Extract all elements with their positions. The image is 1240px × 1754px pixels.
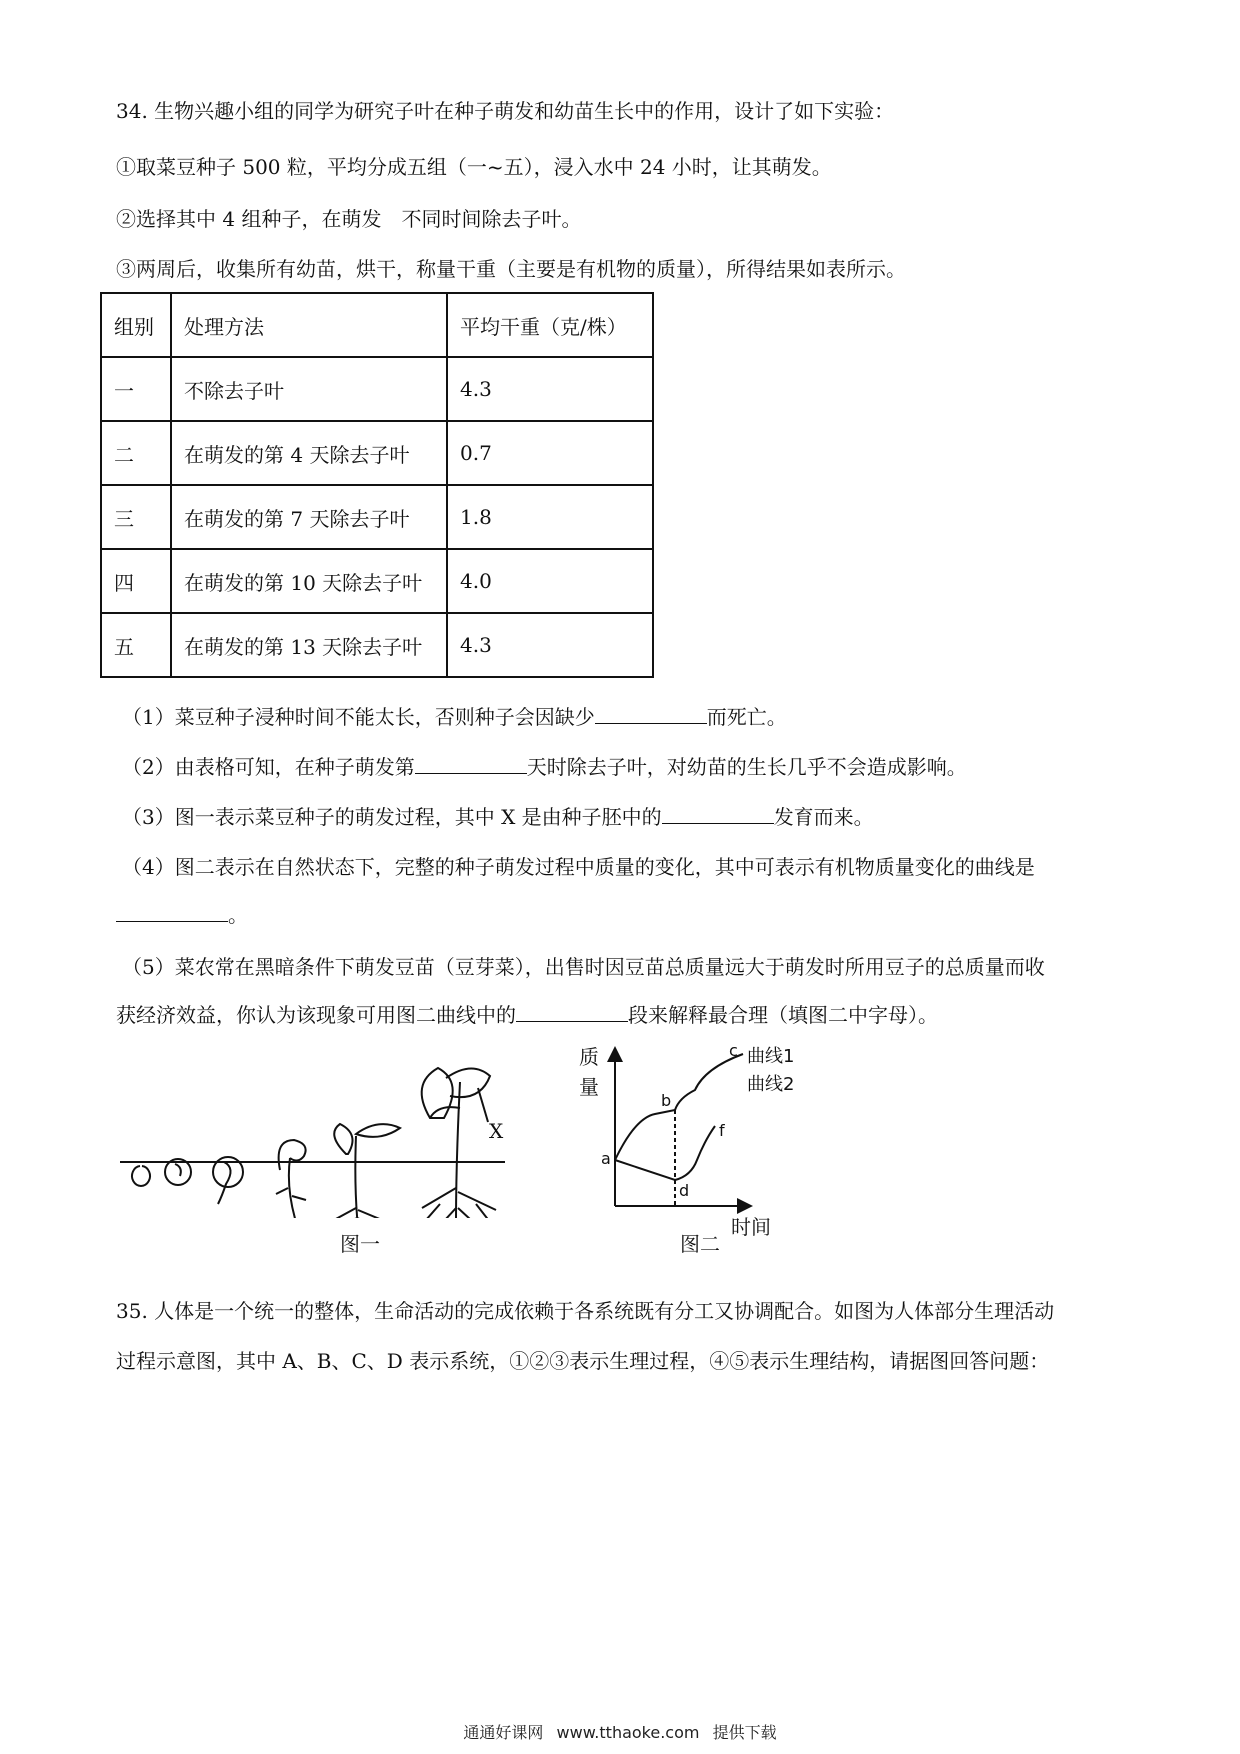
- sub3-text: （3）图一表示菜豆种子的萌发过程，其中 X 是由种子胚中的: [122, 805, 662, 829]
- q34-sub4: （4）图二表示在自然状态下，完整的种子萌发过程中质量的变化，其中可表示有机物质量变化的曲线是: [122, 855, 1035, 879]
- table-cell: 4.0: [447, 549, 653, 613]
- table-cell: 4.3: [447, 613, 653, 677]
- curve-1-line: [615, 1054, 743, 1160]
- q34-step2: ②选择其中 4 组种子，在萌发 不同时间除去子叶。: [116, 207, 582, 231]
- q34-sub5: （5）菜农常在黑暗条件下萌发豆苗（豆芽菜），出售时因豆苗总质量远大于萌发时所用豆子的总质量而收: [122, 955, 1045, 979]
- point-b: b: [661, 1091, 672, 1110]
- table-header-cell: 处理方法: [171, 293, 447, 357]
- q34-step1: ①取菜豆种子 500 粒，平均分成五组（一~五），浸入水中 24 小时，让其萌发。: [116, 155, 832, 179]
- seed-stage-1: [132, 1166, 150, 1186]
- curve-2-label: 曲线2: [747, 1074, 795, 1095]
- table-cell: 三: [101, 485, 171, 549]
- q34-step3: ③两周后，收集所有幼苗，烘干，称量干重（主要是有机物的质量），所得结果如表所示。: [116, 257, 906, 281]
- answer-blank-5[interactable]: [516, 1001, 628, 1022]
- sub1-text: （1）菜豆种子浸种时间不能太长，否则种子会因缺少: [122, 705, 595, 729]
- table-cell: 不除去子叶: [171, 357, 447, 421]
- sub4-text-end: 。: [228, 903, 248, 927]
- q35-line2: 过程示意图，其中 A、B、C、D 表示系统，①②③表示生理过程，④⑤表示生理结构，请据图回答问题：: [116, 1349, 1050, 1373]
- table-cell: 四: [101, 549, 171, 613]
- table-row: [101, 485, 653, 549]
- q34-sub2: [122, 752, 967, 782]
- pointer-x: [478, 1088, 488, 1122]
- seedling-stage-5: [334, 1124, 352, 1154]
- point-a: a: [601, 1149, 611, 1168]
- sub5-text-end: 段来解释最合理（填图二中字母）。: [628, 1003, 938, 1027]
- answer-blank-4[interactable]: [116, 901, 228, 922]
- label-x: X: [489, 1119, 504, 1143]
- table-cell: 一: [101, 357, 171, 421]
- table-row: [101, 549, 653, 613]
- footer-url[interactable]: www.tthaoke.com: [556, 1723, 700, 1742]
- table-cell: 在萌发的第 13 天除去子叶: [171, 613, 447, 677]
- x-label: 时间: [731, 1215, 771, 1239]
- page-footer: [0, 1720, 1240, 1743]
- table-cell: 4.3: [447, 357, 653, 421]
- y-label-2: 量: [579, 1075, 599, 1099]
- point-f: f: [719, 1121, 725, 1140]
- q34-sub5-cont: [116, 1000, 938, 1030]
- answer-blank-2[interactable]: [415, 753, 527, 774]
- y-label-1: 质: [579, 1045, 599, 1069]
- figure-1-caption: 图一: [340, 1232, 380, 1256]
- sub1-text-end: 而死亡。: [706, 705, 787, 729]
- table-header-cell: 平均干重（克/株）: [447, 293, 653, 357]
- q34-title: 34. 生物兴趣小组的同学为研究子叶在种子萌发和幼苗生长中的作用，设计了如下实验：: [116, 99, 895, 123]
- q34-sub3: [122, 802, 874, 832]
- curve-1-label: 曲线1: [747, 1046, 795, 1067]
- table-cell: 0.7: [447, 421, 653, 485]
- table-row: [101, 357, 653, 421]
- table-cell: 在萌发的第 10 天除去子叶: [171, 549, 447, 613]
- table-cell: 在萌发的第 4 天除去子叶: [171, 421, 447, 485]
- q35-line1: 35. 人体是一个统一的整体，生命活动的完成依赖于各系统既有分工又协调配合。如图为人体部分生理活动: [116, 1299, 1055, 1323]
- table-cell: 五: [101, 613, 171, 677]
- table-cell: 在萌发的第 7 天除去子叶: [171, 485, 447, 549]
- figure-2-mass-curves: [575, 1040, 825, 1240]
- answer-blank-1[interactable]: [595, 703, 707, 724]
- sub5-text: 获经济效益，你认为该现象可用图二曲线中的: [116, 1003, 516, 1027]
- sub2-text: （2）由表格可知，在种子萌发第: [122, 755, 415, 779]
- table-header-row: [101, 293, 653, 357]
- table-cell: 二: [101, 421, 171, 485]
- point-c: c: [729, 1041, 738, 1060]
- sub2-text-end: 天时除去子叶，对幼苗的生长几乎不会造成影响。: [526, 755, 967, 779]
- footer-note: 提供下载: [712, 1723, 777, 1742]
- q34-sub4-cont: [116, 900, 248, 930]
- point-d: d: [679, 1181, 690, 1200]
- figure-2-caption: 图二: [680, 1232, 720, 1256]
- answer-blank-3[interactable]: [662, 803, 774, 824]
- footer-site-name: 通通好课网: [463, 1723, 544, 1742]
- seedling-stage-4: [279, 1140, 306, 1170]
- table-header-cell: 组别: [101, 293, 171, 357]
- results-table: [100, 292, 654, 678]
- table-cell: 1.8: [447, 485, 653, 549]
- figure-1-germination: [120, 1058, 580, 1218]
- table-row: [101, 421, 653, 485]
- table-row: [101, 613, 653, 677]
- sub3-text-end: 发育而来。: [773, 805, 874, 829]
- q34-sub1: [122, 702, 787, 732]
